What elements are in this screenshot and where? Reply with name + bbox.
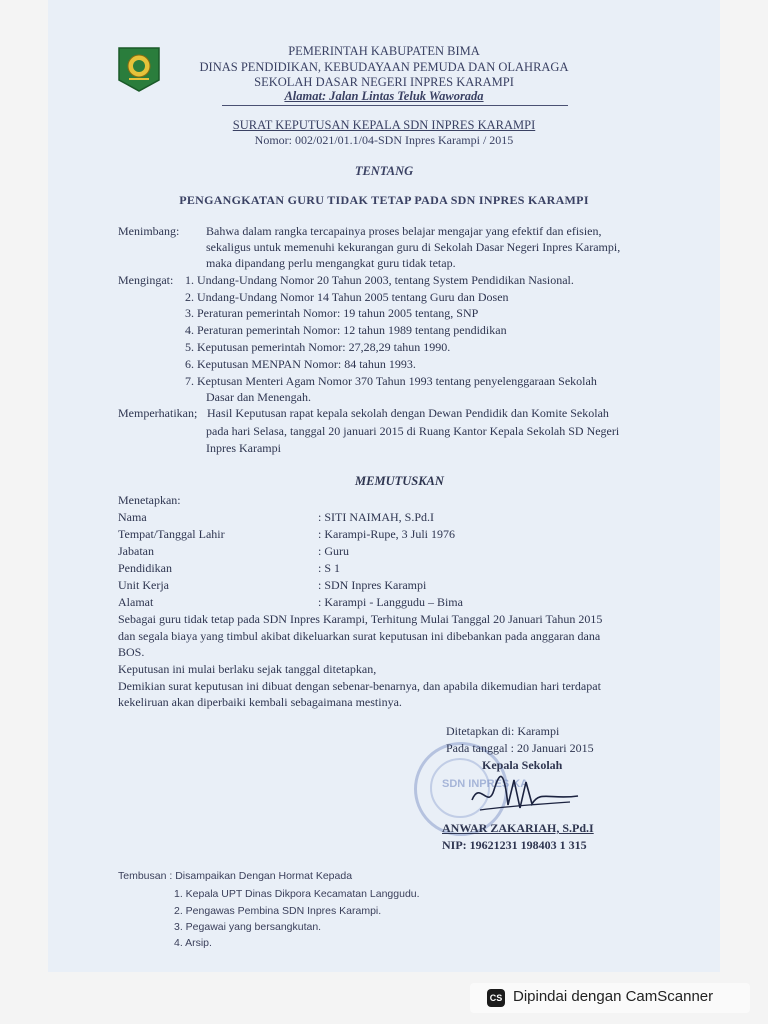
mengingat-label: Mengingat: bbox=[118, 273, 174, 287]
field-value: : Guru bbox=[318, 544, 349, 558]
letter-title: SURAT KEPUTUSAN KEPALA SDN INPRES KARAMPI bbox=[232, 118, 536, 132]
mengingat-item: 3. Peraturan pemerintah Nomor: 19 tahun 2005 tentang, SNP bbox=[185, 306, 479, 320]
body-line: Demikian surat keputusan ini dibuat dengan sebenar-benarnya, dan apabila dikemudian hari terdapat bbox=[118, 679, 601, 693]
header-school: SEKOLAH DASAR NEGERI INPRES KARAMPI bbox=[254, 75, 514, 89]
camscanner-icon: CS bbox=[487, 989, 505, 1007]
memperhatikan-label: Memperhatikan; bbox=[118, 406, 198, 420]
field-label: Tempat/Tanggal Lahir bbox=[118, 527, 225, 541]
menimbang-line: sekaligus untuk memenuhi kekurangan guru di Sekolah Dasar Negeri Inpres Karampi, bbox=[206, 240, 621, 254]
field-label: Unit Kerja bbox=[118, 578, 169, 592]
mengingat-item: 1. Undang-Undang Nomor 20 Tahun 2003, tentang System Pendidikan Nasional. bbox=[185, 273, 574, 287]
mengingat-item: 7. Keptusan Menteri Agam Nomor 370 Tahun 1993 tentang penyelenggaraan Sekolah bbox=[185, 374, 597, 388]
field-value: : S 1 bbox=[318, 561, 341, 575]
mengingat-item: 4. Peraturan pemerintah Nomor: 12 tahun 1989 tentang pendidikan bbox=[185, 323, 507, 337]
signatory-nip: NIP: 19621231 198403 1 315 bbox=[442, 838, 587, 852]
field-value: : Karampi-Rupe, 3 Juli 1976 bbox=[318, 527, 455, 541]
letter-number: Nomor: 002/021/01.1/04-SDN Inpres Karampi / 2015 bbox=[254, 133, 514, 147]
mengingat-item: Dasar dan Menengah. bbox=[206, 390, 311, 404]
body-line: kekeliruan akan diperbaiki kembali sebagaimana mestinya. bbox=[118, 695, 402, 709]
header-agency: DINAS PENDIDIKAN, KEBUDAYAAN PEMUDA DAN OLAHRAGA bbox=[199, 60, 569, 74]
header-address: Alamat: Jalan Lintas Teluk Waworada bbox=[284, 89, 484, 103]
mengingat-item: 2. Undang-Undang Nomor 14 Tahun 2005 tentang Guru dan Dosen bbox=[185, 290, 509, 304]
tembusan-item: 2. Pengawas Pembina SDN Inpres Karampi. bbox=[174, 905, 382, 917]
camscanner-text: Dipindai dengan CamScanner bbox=[513, 988, 714, 1005]
tembusan-item: 3. Pegawai yang bersangkutan. bbox=[174, 921, 322, 933]
field-value: : SITI NAIMAH, S.Pd.I bbox=[318, 510, 435, 524]
header-divider bbox=[222, 105, 568, 106]
tentang-heading: TENTANG bbox=[354, 164, 414, 178]
tembusan-item: 4. Arsip. bbox=[174, 937, 212, 949]
letter-subject: PENGANGKATAN GURU TIDAK TETAP PADA SDN INPRES KARAMPI bbox=[179, 193, 589, 207]
signature-position: Kepala Sekolah bbox=[482, 758, 563, 772]
header-government: PEMERINTAH KABUPATEN BIMA bbox=[288, 44, 480, 58]
menimbang-label: Menimbang: bbox=[118, 224, 180, 238]
body-line: Sebagai guru tidak tetap pada SDN Inpres Karampi, Terhitung Mulai Tanggal 20 Januari Tahun 2015 bbox=[118, 612, 603, 626]
body-line: Keputusan ini mulai berlaku sejak tanggal ditetapkan, bbox=[118, 662, 377, 676]
mengingat-item: 6. Keputusan MENPAN Nomor: 84 tahun 1993. bbox=[185, 357, 416, 371]
body-line: BOS. bbox=[118, 645, 145, 659]
signature-date: Pada tanggal : 20 Januari 2015 bbox=[446, 741, 594, 755]
field-label: Alamat bbox=[118, 595, 154, 609]
mengingat-item: 5. Keputusan pemerintah Nomor: 27,28,29 tahun 1990. bbox=[185, 340, 451, 354]
body-line: dan segala biaya yang timbul akibat dikeluarkan surat keputusan ini dibebankan pada anggaran dana bbox=[118, 629, 601, 643]
field-label: Nama bbox=[118, 510, 147, 524]
field-value: : Karampi - Langgudu – Bima bbox=[318, 595, 463, 609]
menimbang-line: maka dipandang perlu mengangkat guru tidak tetap. bbox=[206, 256, 456, 270]
memperhatikan-line: pada hari Selasa, tanggal 20 januari 2015 di Ruang Kantor Kepala Sekolah SD Negeri bbox=[206, 424, 620, 438]
tembusan-item: 1. Kepala UPT Dinas Dikpora Kecamatan Langgudu. bbox=[174, 888, 420, 900]
memperhatikan-line: Hasil Keputusan rapat kepala sekolah dengan Dewan Pendidik dan Komite Sekolah bbox=[207, 406, 609, 420]
stamp-text: SDN INPRES KA bbox=[442, 778, 529, 790]
signatory-name: ANWAR ZAKARIAH, S.Pd.I bbox=[442, 821, 594, 835]
menetapkan-label: Menetapkan: bbox=[118, 493, 181, 507]
signature-place: Ditetapkan di: Karampi bbox=[446, 724, 560, 738]
memutuskan-heading: MEMUTUSKAN bbox=[355, 474, 444, 488]
field-label: Pendidikan bbox=[118, 561, 172, 575]
tembusan-label: Tembusan : Disampaikan Dengan Hormat Kepada bbox=[118, 870, 353, 882]
menimbang-line: Bahwa dalam rangka tercapainya proses belajar mengajar yang efektif dan efisien, bbox=[206, 224, 602, 238]
memperhatikan-line: Inpres Karampi bbox=[206, 441, 281, 455]
field-value: : SDN Inpres Karampi bbox=[318, 578, 427, 592]
field-label: Jabatan bbox=[118, 544, 154, 558]
